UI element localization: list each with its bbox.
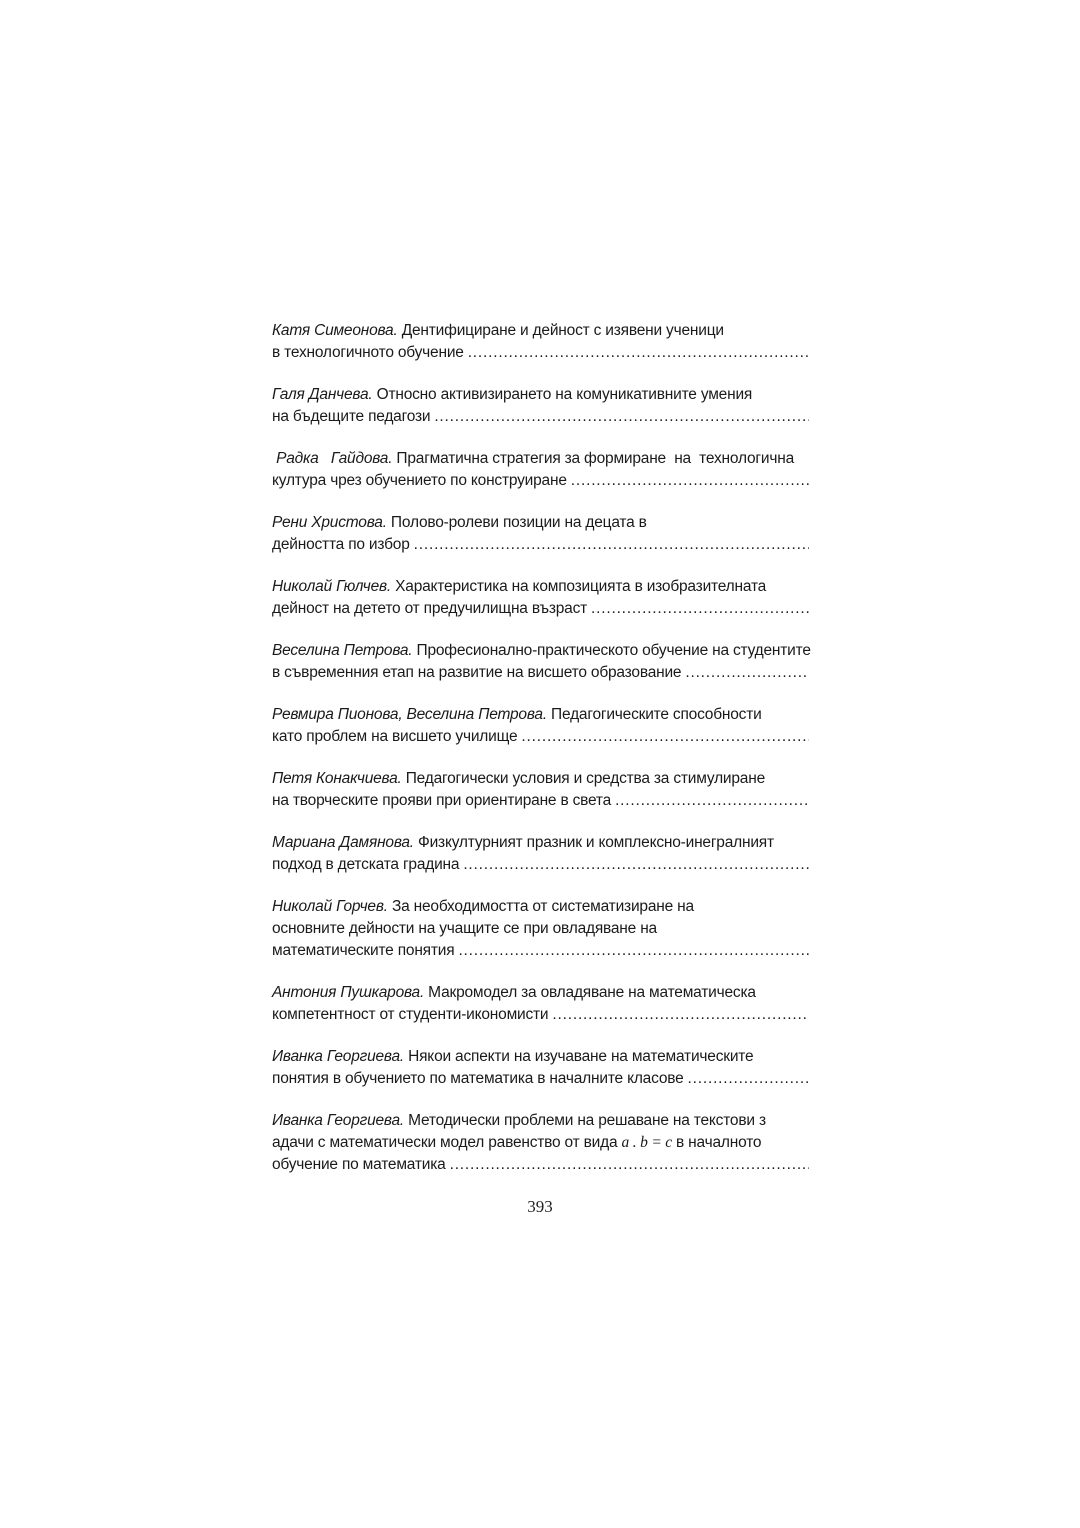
toc-entry <box>272 1110 818 1176</box>
toc-title: Макромодел за овладяване на математическа <box>424 984 756 1001</box>
toc-author: Николай Горчев. <box>272 898 388 915</box>
dot-leader <box>685 662 809 684</box>
toc-entry <box>272 384 818 428</box>
toc-title-last-line: култура чрез обучението по конструиране <box>272 472 567 489</box>
toc-title-last-line: понятия в обучението по математика в началните класове <box>272 1070 684 1087</box>
toc-entry <box>272 832 818 876</box>
toc-author: Антония Пушкарова. <box>272 984 425 1001</box>
toc-title-last-line: в съвременния етап на развитие на висшето образование <box>272 664 682 681</box>
toc-author: Галя Данчева. <box>272 386 373 403</box>
toc-entry <box>272 704 818 748</box>
toc-title-last-line: в технологичното обучение <box>272 344 464 361</box>
table-of-contents <box>272 320 818 1196</box>
toc-title-last-line: на бъдещите педагози <box>272 408 431 425</box>
toc-title-last-line: математическите понятия <box>272 942 455 959</box>
toc-entry <box>272 640 818 684</box>
dot-leader <box>458 940 809 962</box>
dot-leader <box>552 1004 809 1026</box>
toc-author: Катя Симеонова. <box>272 322 398 339</box>
toc-entry <box>272 576 818 620</box>
toc-title: Относно активизирането на комуникативните умения <box>372 386 753 403</box>
toc-author: Иванка Георгиева. <box>272 1048 405 1065</box>
dot-leader <box>414 534 809 556</box>
toc-title-last-line: дейността по избор <box>272 536 410 553</box>
dot-leader <box>450 1154 809 1176</box>
dot-leader <box>571 470 809 492</box>
dot-leader <box>521 726 809 748</box>
dot-leader <box>591 598 809 620</box>
toc-title: За необходимостта от систематизиране на <box>387 898 694 915</box>
toc-author: Веселина Петрова. <box>272 642 413 659</box>
toc-title-last-line: обучение по математика <box>272 1156 446 1173</box>
toc-author: Иванка Георгиева. <box>272 1112 405 1129</box>
toc-title: Педагогически условия и средства за стимулиране <box>401 770 766 787</box>
toc-title-line: адачи с математически модел равенство от вида <box>272 1134 622 1151</box>
toc-title: Физкултурният празник и комплексно-инегралният <box>413 834 774 851</box>
dot-leader <box>468 342 809 364</box>
toc-author: Мариана Дамянова. <box>272 834 414 851</box>
toc-title: Някои аспекти на изучаване на математическите <box>404 1048 754 1065</box>
toc-entry <box>272 1046 818 1090</box>
toc-entry <box>272 512 818 556</box>
toc-entry <box>272 896 818 962</box>
toc-title: Полово-ролеви позиции на децата в <box>386 514 647 531</box>
toc-entry <box>272 982 818 1026</box>
toc-entry <box>272 448 818 492</box>
toc-title-last-line: като проблем на висшето училище <box>272 728 518 745</box>
toc-title: Методически проблеми на решаване на текстови з <box>404 1112 766 1129</box>
toc-title: Дентифициране и дейност с изявени ученици <box>397 322 724 339</box>
toc-title-last-line: дейност на детето от предучилищна възраст <box>272 600 588 617</box>
toc-title-last-line: компетентност от студенти-икономисти <box>272 1006 549 1023</box>
toc-title-line-suffix: в началното <box>671 1134 762 1151</box>
toc-entry <box>272 768 818 812</box>
toc-entry <box>272 320 818 364</box>
math-formula: a . b = c <box>621 1134 672 1151</box>
toc-author: Николай Гюлчев. <box>272 578 392 595</box>
toc-title-last-line: на творческите прояви при ориентиране в света <box>272 792 612 809</box>
toc-title: Професионално-практическото обучение на студентите <box>412 642 811 659</box>
toc-title: Педагогическите способности <box>546 706 762 723</box>
dot-leader <box>615 790 809 812</box>
toc-title: Прагматична стратегия за формиране на технологична <box>392 450 794 467</box>
toc-author: Ревмира Пионова, Веселина Петрова. <box>272 706 547 723</box>
dot-leader <box>688 1068 809 1090</box>
dot-leader <box>434 406 809 428</box>
dot-leader <box>463 854 809 876</box>
toc-title: Характеристика на композицията в изобразителната <box>391 578 767 595</box>
toc-author: Петя Конакчиева. <box>272 770 402 787</box>
toc-title-last-line: подход в детската градина <box>272 856 460 873</box>
toc-title-line: основните дейности на учащите се при овладяване на <box>272 920 657 937</box>
toc-author: Рени Христова. <box>272 514 387 531</box>
page-number: 393 <box>527 1197 553 1216</box>
toc-author: Радка Гайдова. <box>272 450 393 467</box>
